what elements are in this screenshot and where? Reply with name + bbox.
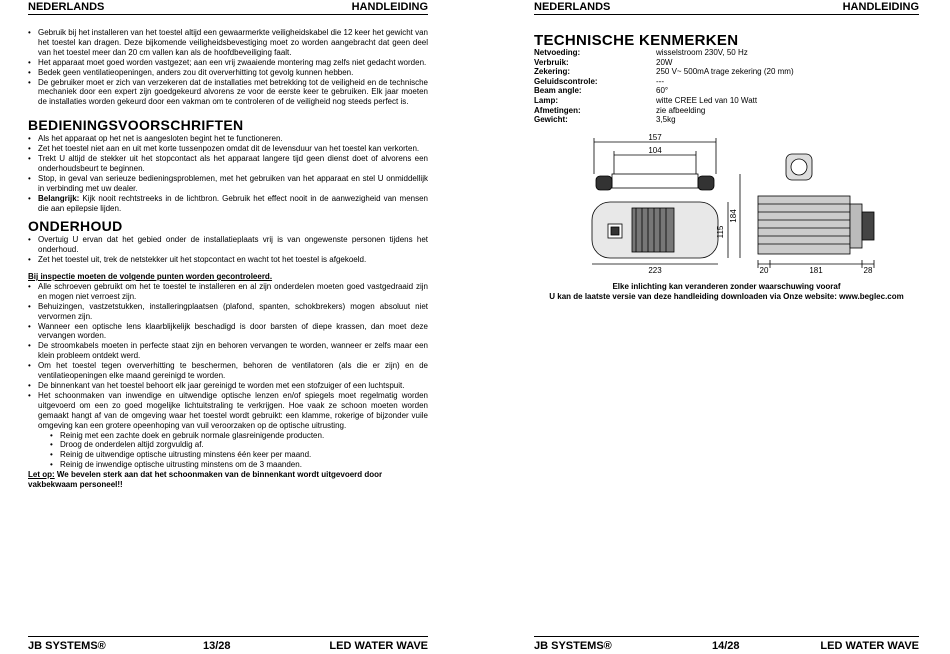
spec-value: zie afbeelding xyxy=(656,105,706,115)
note-label: Let op: xyxy=(28,470,55,480)
important-text: Kijk nooit rechtstreeks in de lichtbron. Gebruik het effect nooit in de aanwezigheid van mensen die aan epilepsie lijden. xyxy=(38,193,428,213)
page-header xyxy=(534,1,919,15)
list-item: • Om het toestel tegen oververhitting te beschermen, behoren de ventilatoren (als die er zijn) en de ventilatieopeningen elke maand gereinigd te worden. xyxy=(28,361,428,381)
footer-brand: JB SYSTEMS® xyxy=(534,640,612,652)
list-item: • Zet het toestel uit, trek de netstekker uit het stopcontact en wacht tot het toestel is afgekoeld. xyxy=(28,255,428,265)
list-item: • Als het apparaat op het net is aangesloten begint het te functioneren. xyxy=(28,134,428,144)
spec-label: Afmetingen: xyxy=(534,105,581,115)
spec-value: 250 V~ 500mA trage zekering (20 mm) xyxy=(656,67,794,77)
page-header xyxy=(28,1,428,15)
footer-page-number: 14/28 xyxy=(712,640,740,652)
footer-page-number: 13/28 xyxy=(203,640,231,652)
spec-label: Lamp: xyxy=(534,95,558,105)
inspection-heading: Bij inspectie moeten de volgende punten worden gecontroleerd. xyxy=(28,272,273,282)
front-view xyxy=(592,138,740,264)
spec-value: --- xyxy=(656,76,664,86)
header-title: HANDLEIDING xyxy=(842,1,919,13)
side-view xyxy=(758,154,874,268)
spec-label: Netvoeding: xyxy=(534,48,581,57)
caption-line-2: U kan de laatste versie van deze handleiding downloaden via Onze website: www.beglec.com xyxy=(549,292,904,301)
note-paragraph xyxy=(28,470,428,490)
list-item: • Trekt U altijd de stekker uit het stopcontact als het apparaat langere tijd geen dienst doet of alvorens een onderhoudsbeurt te beginnen. xyxy=(28,154,428,174)
spec-value: witte CREE Led van 10 Watt xyxy=(656,95,758,105)
spec-value: 20W xyxy=(656,57,673,67)
caption xyxy=(534,282,919,302)
section-heading-specs: TECHNISCHE KENMERKEN xyxy=(534,32,739,49)
header-title: HANDLEIDING xyxy=(351,1,428,13)
dim-115: 115 xyxy=(716,225,725,239)
list-item: • Gebruik bij het installeren van het toestel altijd een gewaarmerkte veiligheidskabel die 12 keer het gewicht van het toestel kan dragen. Deze bijkomende veiligheidsbevestiging moet zo worden aangebracht dat geen deel van het toestel meer dan 20 cm vallen kan als de hoofdbeveiliging faalt. xyxy=(28,28,428,58)
dim-184: 184 xyxy=(729,209,738,223)
page-left xyxy=(28,0,428,654)
cleaning-sublist xyxy=(28,431,428,471)
dim-104: 104 xyxy=(648,146,662,155)
list-item: • Het schoonmaken van inwendige en uitwendige optische lenzen en/of spiegels moet regelmatig worden uitgevoerd om een zo goed mogelijke lichtuitstraling te verkrijgen. Hoe vaak ze schoon moeten worden gemaakt hangt af van de omgeving waar het toestel wordt gebruikt: een klamme, rokerige of bijzonder vuile omgeving kan een grotere opeenhoping van vuil veroorzaken op de optische uitrusting. xyxy=(28,391,428,431)
dim-28: 28 xyxy=(863,266,873,274)
list-item-important xyxy=(28,194,428,214)
spec-label: Gewicht: xyxy=(534,115,568,125)
spec-label: Zekering: xyxy=(534,67,571,77)
list-item: • Bedek geen ventilatieopeningen, anders zou dit oververhitting tot gevolg kunnen hebben. xyxy=(28,68,428,78)
dim-181: 181 xyxy=(809,266,823,274)
list-item: • Behuizingen, vastzetstukken, installeringplaatsen (plafond, spanten, schokbrekers) mogen absoluut niet vervormen zijn. xyxy=(28,302,428,322)
list-item: • Overtuig U ervan dat het gebied onder de installatieplaats vrij is van ongewenste personen tijdens het onderhoud. xyxy=(28,235,428,255)
intro-list xyxy=(28,28,428,107)
list-item: • Wanneer een optische lens klaarblijkelijk beschadigd is door barsten of diepe krassen, dan moet deze vervangen worden. xyxy=(28,322,428,342)
list-item: • Stop, in geval van serieuze bedieningsproblemen, met het gebruiken van het apparaat en stel U onmiddellijk in verbinding met uw dealer. xyxy=(28,174,428,194)
header-language: NEDERLANDS xyxy=(534,1,611,13)
section-heading-operation: BEDIENINGSVOORSCHRIFTEN xyxy=(28,117,244,134)
page-right xyxy=(534,0,919,654)
dim-157: 157 xyxy=(648,133,662,142)
list-item: • Zet het toestel niet aan en uit met korte tussenpozen omdat dit de levensduur van het toestel kan verkorten. xyxy=(28,144,428,154)
dim-20: 20 xyxy=(759,266,769,274)
note-text: We bevelen sterk aan dat het schoonmaken van de binnenkant wordt uitgevoerd door vakbekwaam personeel!! xyxy=(28,470,383,490)
spec-label: Verbruik: xyxy=(534,57,569,67)
operation-list xyxy=(28,134,428,213)
spec-value: wisselstroom 230V, 50 Hz xyxy=(656,48,748,57)
footer-product: LED WATER WAVE xyxy=(820,640,919,652)
caption-line-1: Elke inlichting kan veranderen zonder waarschuwing vooraf xyxy=(612,282,841,291)
spec-value: 3,5kg xyxy=(656,115,676,125)
footer-brand: JB SYSTEMS® xyxy=(28,640,106,652)
inspection-list xyxy=(28,282,428,431)
list-item: • Het apparaat moet goed worden vastgezet; aan een vrij zwaaiende montering mag zelfs niet gedacht worden. xyxy=(28,58,428,68)
list-item: • Reinig met een zachte doek en gebruik normale glasreinigende producten. xyxy=(28,431,428,441)
list-item: • Droog de onderdelen altijd zorgvuldig af. xyxy=(28,440,428,450)
list-item: • De binnenkant van het toestel behoort elk jaar gereinigd te worden met een stofzuiger of een luchtspuit. xyxy=(28,381,428,391)
page-footer xyxy=(28,636,428,652)
list-item: • De stroomkabels moeten in perfecte staat zijn en behoren vervangen te worden, wanneer er zelfs maar een klein probleem ontdekt werd. xyxy=(28,341,428,361)
spec-label: Geluidscontrole: xyxy=(534,76,598,86)
page-body xyxy=(28,28,428,490)
list-item: • De gebruiker moet er zich van verzekeren dat de installaties met betrekking tot de veiligheid en de technische mechaniek door een expert zijn goedgekeurd alvorens ze voor de eerste keer te gebruiken. Elk jaar moeten de installaties worden gekeurd door een vakman om te controleren of de veiligheid nog steeds perfect is. xyxy=(28,78,428,108)
dimension-drawing xyxy=(590,132,890,274)
list-item: • Reinig de uitwendige optische uitrusting minstens één keer per maand. xyxy=(28,450,428,460)
list-item: • Alle schroeven gebruikt om het te toestel te installeren en al zijn onderdelen moeten goed vastgedraaid zijn en mogen niet verroest zijn. xyxy=(28,282,428,302)
maintenance-list xyxy=(28,235,428,265)
section-heading-maintenance: ONDERHOUD xyxy=(28,218,123,235)
page-footer xyxy=(534,636,919,652)
header-language: NEDERLANDS xyxy=(28,1,105,13)
footer-product: LED WATER WAVE xyxy=(329,640,428,652)
spec-value: 60° xyxy=(656,86,669,96)
important-label: Belangrijk: xyxy=(38,193,80,203)
list-item: • Reinig de inwendige optische uitrusting minstens om de 3 maanden. xyxy=(28,460,428,470)
dim-223: 223 xyxy=(648,266,662,274)
spec-label: Beam angle: xyxy=(534,86,582,96)
specs-table xyxy=(534,48,834,125)
